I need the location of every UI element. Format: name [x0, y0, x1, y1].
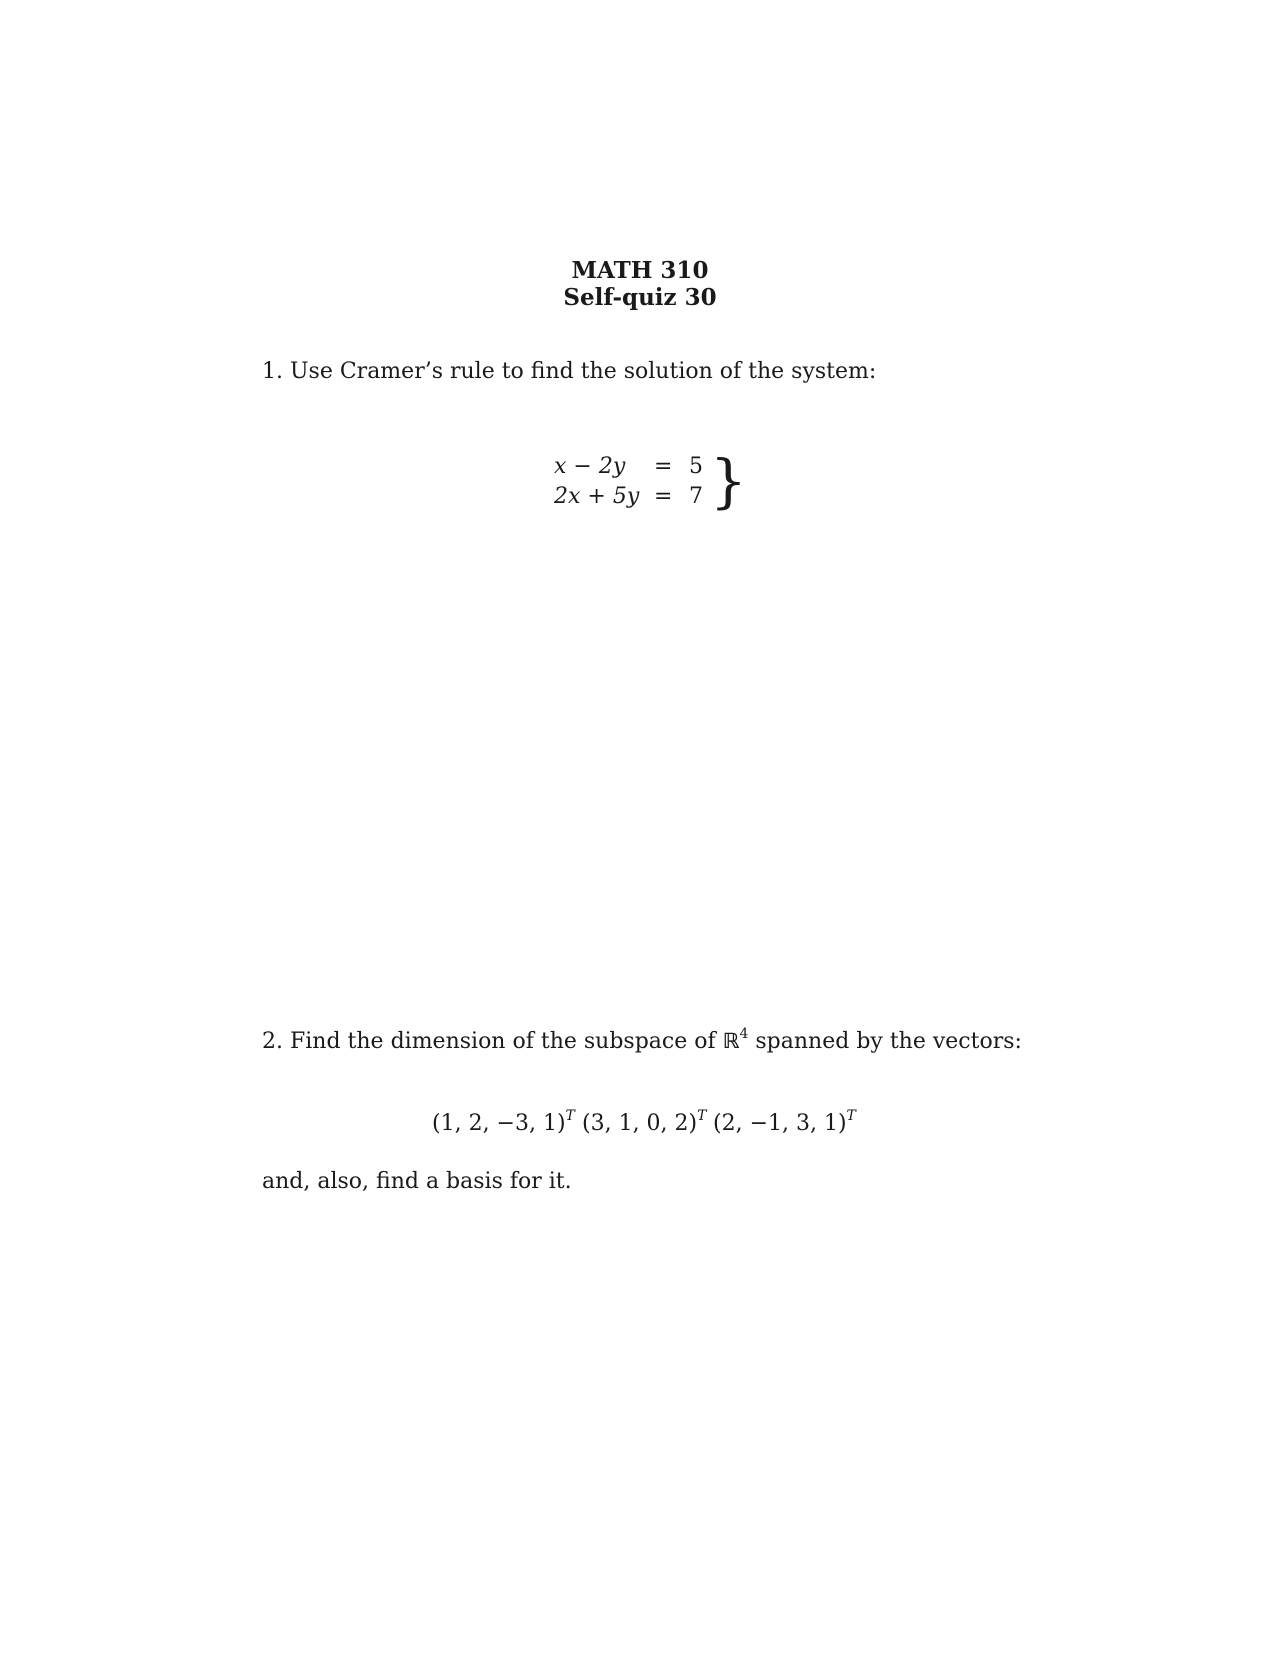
problem-2 [262, 1020, 1022, 1056]
vector-3-components: (2, −1, 3, 1) [713, 1111, 847, 1136]
vector-3 [713, 1102, 856, 1138]
vector-2-transpose: T [697, 1108, 707, 1124]
eq-row2-rhs: 7 [689, 484, 703, 509]
problem-1-number: 1. [262, 359, 283, 384]
right-brace: } [710, 447, 747, 515]
eq-row1-lhs: x − 2y [554, 454, 626, 479]
eq-row1-equals: = [654, 454, 673, 479]
vector-2-components: (3, 1, 0, 2) [582, 1111, 698, 1136]
vector-1-components: (1, 2, −3, 1) [432, 1111, 566, 1136]
problem-1 [262, 358, 876, 386]
course-title: MATH 310 [571, 257, 709, 284]
vector-3-transpose: T [846, 1108, 856, 1124]
problem-1-text: Use Cramer’s rule to find the solution of the system: [290, 359, 877, 384]
problem-2-text-after: spanned by the vectors: [755, 1029, 1022, 1054]
vector-2 [582, 1102, 706, 1138]
vector-1 [432, 1102, 575, 1138]
real-space-exponent: 4 [739, 1026, 749, 1042]
eq-row2-equals: = [654, 484, 673, 509]
real-space-symbol: ℝ [722, 1029, 740, 1053]
problem-2-text-before: Find the dimension of the subspace of [290, 1029, 716, 1054]
quiz-subtitle: Self-quiz 30 [563, 284, 717, 311]
problem-2-number: 2. [262, 1029, 283, 1054]
vector-1-transpose: T [565, 1108, 575, 1124]
problem-2-closing: and, also, find a basis for it. [262, 1169, 572, 1194]
eq-row2-lhs: 2x + 5y [554, 484, 640, 509]
eq-row1-rhs: 5 [689, 454, 703, 479]
